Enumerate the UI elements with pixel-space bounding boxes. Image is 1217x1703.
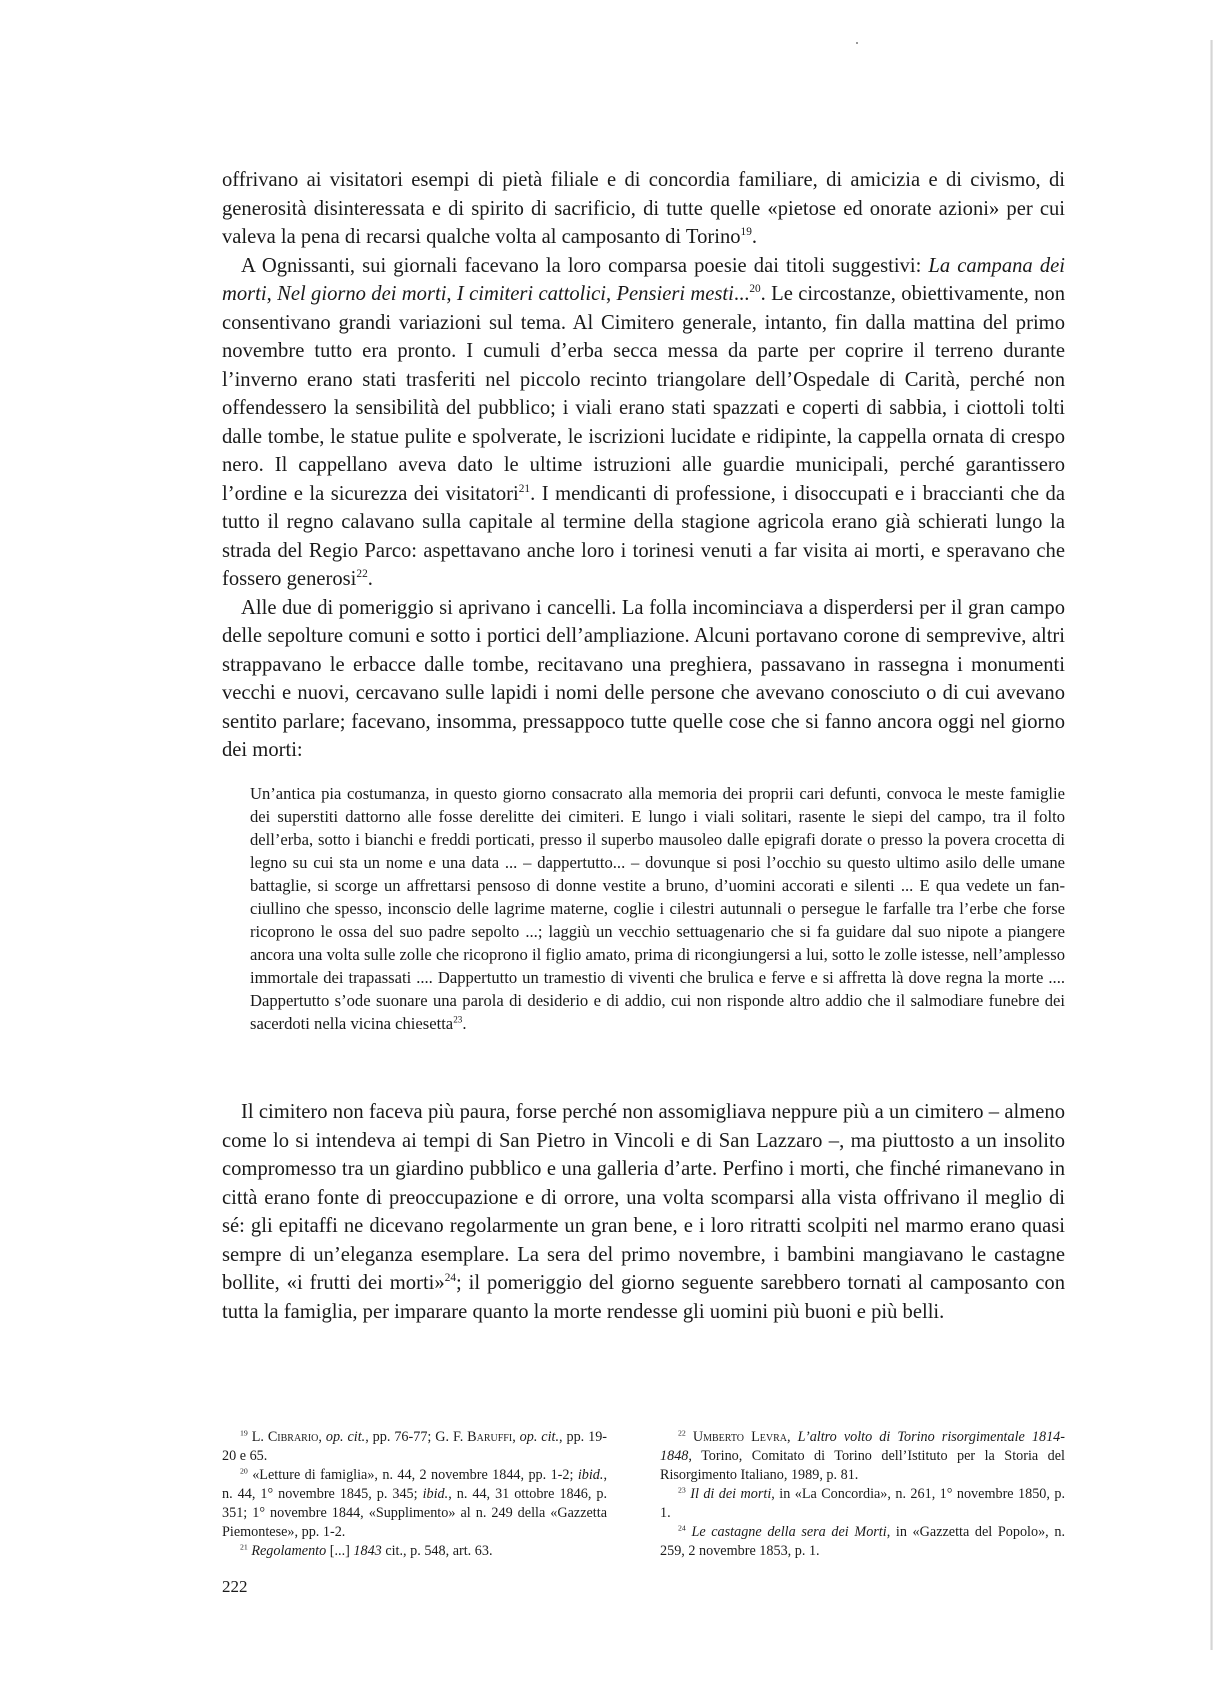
paragraph-4: Il cimitero non faceva più paura, forse perché non assomigliava neppure più a un cimitero – almeno come lo si intendeva ai tempi di San Pietro in Vincoli e di San Lazzaro –, ma piuttosto a un insolito compromesso tra un giardino pubblico e una galleria d’arte. Perfino i morti, che finché rimanevano in città erano fonte di preoccupazione e di orrore, una volta scomparsi alla vista offrivano il meglio di sé: gli epitaffi ne dicevano regolarmente un gran bene, e i loro ritratti scolpiti nel marmo erano quasi sempre di un’eleganza esemplare. La sera del primo novembre, i bambini mangiavano le castagne bollite, «i frutti dei morti»$^{24}$; il pomeriggio del giorno seguente sarebbero tornati al camposanto con tutta la famiglia, per imparare quanto la morte rendesse gli uomini più buoni e più belli. <box>222 1101 1066 1323</box>
paragraph-1: offrivano ai visitatori esempi di pietà filiale e di concordia familiare, di amicizia e di civismo, di generosità disinteressata e di spirito di sacrificio, di tutte quelle «pietose ed onorate azioni» per cui valeva la pena di recarsi qualche volta al camposanto di Torino$^{19}$. <box>222 169 1065 248</box>
block-quote <box>250 782 1065 1035</box>
paragraph-2: A Ognissanti, sui giornali facevano la loro comparsa poesie dai titoli suggestivi: La campana dei morti, Nel giorno dei morti, I cimiteri cattolici, Pensieri mesti...$^{20}$. Le circostanze, obiettivamente, non consentivano grandi variazioni sul tema. Al Cimitero generale, intanto, fin dalla mattina del primo novembre tutto era pronto. I cumuli d’erba secca messa da parte per coprire il terreno durante l’inverno erano stati trasferiti nel piccolo recinto triangolare dell’Ospedale di Carità, perché non offendessero la sensibilità del pubblico; i viali erano stati spazzati e coperti di sabbia, i ciottoli tolti dalle tombe, le statue pulite e spolverate, le iscrizioni lucidate e ridipinte, la cappella ornata di crespo nero. Il cappellano aveva dato le ultime istruzioni alle guardie municipali, perché garantissero l’ordine e la sicurezza dei visitatori$^{21}$. I mendicanti di professione, i disoccupati e i braccianti che da tutto il regno calavano sulla capitale al termine della stagione agricola erano già schierati lungo la strada del Regio Parco: aspettavano anche loro i torinesi venuti a far visita ai morti, e speravano che fossero generosi$^{22}$. <box>222 254 1066 590</box>
scan-speck <box>856 42 858 44</box>
footnote-23: $^{23}$ Il di dei morti, in «La Concordia», n. 261, 1° novembre 1850, p. 1. <box>660 1485 1066 1521</box>
footnote-20: $^{20}$ «Letture di famiglia», n. 44, 2 novembre 1844, pp. 1-2; ibid., n. 44, 1° novembre 1845, p. 345; ibid., n. 44, 31 ottobre 1846, p. 351; 1° novembre 1844, «Supplimento» al n. 249 della «Gazzetta Piemontese», pp. 1-2. <box>222 1466 607 1540</box>
main-text <box>222 166 1065 765</box>
footnotes-right-column <box>660 1428 1065 1561</box>
footnote-24: $^{24}$ Le castagne della sera dei Morti, in «Gazzetta del Popolo», n. 259, 2 novembre 1853, p. 1. <box>660 1523 1065 1559</box>
footnote-21: $^{21}$ Regolamento [...] 1843 cit., p. 548, art. 63. <box>240 1542 493 1559</box>
paragraph-3: Alle due di pomeriggio si aprivano i cancelli. La folla incominciava a disperdersi per il gran campo delle sepolture comuni e sotto i portici dell’ampliazione. Alcuni portavano corone di semprevive, altri strappavano le erbacce dalle tombe, recitavano una preghiera, passavano in rassegna i monumenti vecchi e nuovi, cercavano sulle lapidi i nomi delle persone che avevano conosciuto o di cui avevano sentito parlare; facevano, insomma, pressappoco tutte quelle cose che si fanno ancora oggi nel giorno dei morti: <box>222 596 1065 761</box>
footnote-19: $^{19}$ L. Cibrario, op. cit., pp. 76-77; G. F. Baruffi, op. cit., pp. 19-20 e 65. <box>222 1428 608 1464</box>
footnotes-left-column <box>222 1428 607 1561</box>
main-text-continued <box>222 1098 1065 1326</box>
page-number: 222 <box>222 1577 248 1596</box>
scan-edge-shadow <box>1210 40 1213 1650</box>
quote-text: Un’antica pia costumanza, in questo giorno consacrato alla memoria dei proprii cari defunti, convoca le meste famiglie dei superstiti dattorno alle fosse derelitte dei cimiteri. E lungo i viali solitari, rasente le siepi del campo, tra il folto dell’erba, sotto i bianchi e freddi porticati, presso il superbo mausoleo dalle epigrafi dorate o presso la povera crocetta di legno su cui sta un nome e una data ... – dappertutto... – dovunque si posi l’occhio su questo ultimo asilo delle umane battaglie, si scorge un affrettarsi pensoso di donne vestite a bruno, d’uomini accorati e silenti ... E qua vedete un fanciullino che spesso, inconscio delle lagrime materne, coglie i cilestri autunnali o persegue le farfalle tra l’erbe che forse ricoprono le ossa del suo padre sepolto ...; laggiù un vecchio settuagenario che si fa guidare dal suo nipote a piangere ancora una volta sulle zolle che ricoprono il figlio amato, prima di ricongiungersi a lui, sotto le zolle istesse, nell’amplesso immortale dei trapassati .... Dappertutto un tramestio di viventi che brulica e ferve e si affretta là dove regna la morte .... Dappertutto s’ode suonare una parola di desiderio e di addio, cui non risponde altro addio che il salmodiare funebre dei sacerdoti nella vicina chiesetta$^{23}$. <box>250 784 1065 1033</box>
footnote-22: $^{22}$ Umberto Levra, L’altro volto di Torino risorgimentale 1814-1848, Torino, Comitato di Torino dell’Istituto per la Storia del Risorgimento Italiano, 1989, p. 81. <box>660 1428 1065 1483</box>
